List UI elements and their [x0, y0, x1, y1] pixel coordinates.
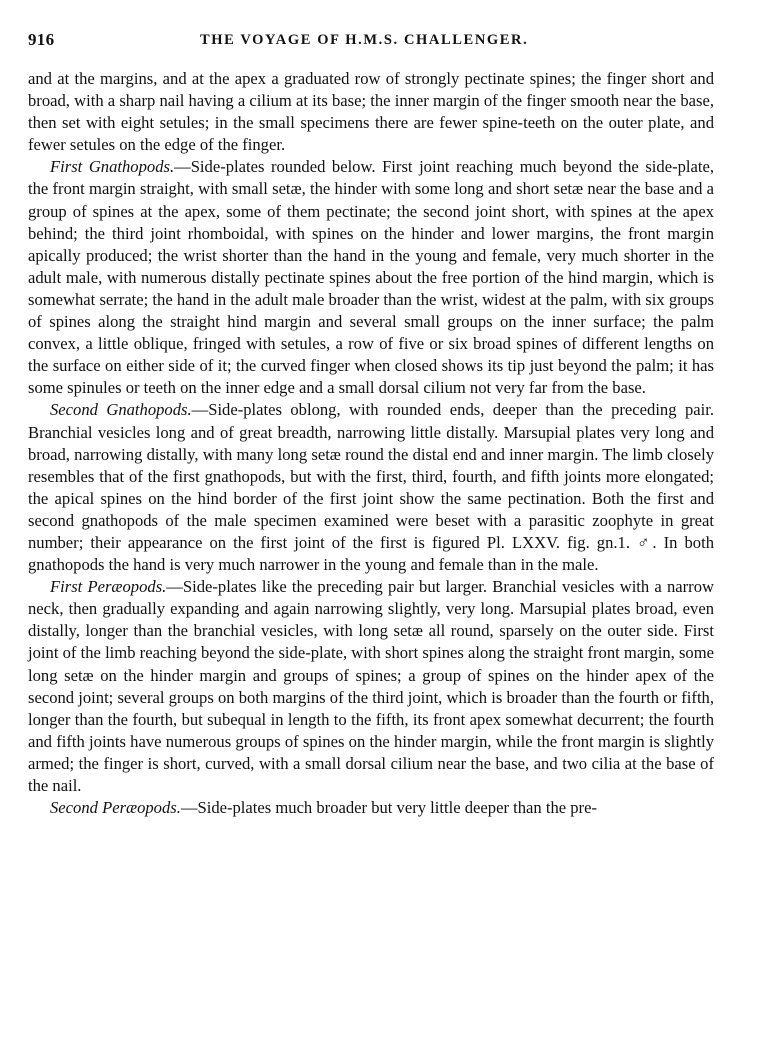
paragraph-text: —Side-plates rounded below. First joint reaching much beyond the side-plate, the front margin straight, with small setæ, the hinder with some long and short setæ near the base and a group of spines at the apex, some of them pectinate; the second joint short, with spines at the apex behind; the third joint rhomboidal, with spines on the hinder and lower margins, the front margin apically produced; the wrist shorter than the hand in the young and female, very much shorter in the adult male, with numerous distally pectinate spines about the free portion of the hind margin, which is somewhat serrate; the hand in the adult male broader than the wrist, widest at the palm, with six groups of spines along the straight hind margin and several small groups on the inner surface; the palm convex, a little oblique, fringed with setules, a row of five or six broad spines of different lengths on the surface on either side of it; the curved finger when closed shows its tip just beyond the palm; it has some spinules or teeth on the inner edge and a small dorsal cilium not very far from the base. [28, 157, 715, 398]
paragraph-first-gnathopods [28, 156, 714, 399]
paragraph-second-gnathopods [28, 399, 714, 576]
section-heading: Second Gnathopods. [50, 400, 192, 420]
paragraph-second-peraeopods [28, 797, 714, 819]
section-heading: Second Peræopods. [50, 798, 181, 818]
paragraph-text: —Side-plates much broader but very little deeper than the pre- [180, 798, 597, 818]
running-title: THE VOYAGE OF H.M.S. CHALLENGER. [200, 32, 529, 48]
page-header [28, 30, 736, 54]
paragraph-continuation [28, 68, 714, 156]
section-heading: First Peræopods. [50, 577, 167, 597]
paragraph-text: and at the margins, and at the apex a graduated row of strongly pectinate spines; the finger short and broad, with a sharp nail having a cilium at its base; the inner margin of the finger smooth near the base, then set with eight setules; in the small specimens there are fewer spine-teeth on the outer plate, and fewer setules on the edge of the finger. [28, 69, 714, 155]
body-text [28, 68, 714, 819]
paragraph-text: —Side-plates like the preceding pair but larger. Branchial vesicles with a narrow neck, then gradually expanding and again narrowing slightly, very long. Marsupial plates broad, even distally, longer than the branchial vesicles, with long setæ all round, sparsely on the outer side. First joint of the limb reaching beyond the side-plate, with short spines along the straight front margin, some long setæ on the hinder margin and groups of spines; a group of spines on the hinder apex of the second joint; several groups on both margins of the third joint, which is broader than the fourth or fifth, longer than the fourth, but subequal in length to the fifth, its front apex somewhat decurrent; the fourth and fifth joints have numerous groups of spines on the hinder margin, while the front margin is slightly armed; the finger is short, curved, with a small dorsal cilium near the base, and two cilia at the base of the nail. [28, 577, 714, 795]
paragraph-text: —Side-plates oblong, with rounded ends, deeper than the preceding pair. Branchial vesicles long and of great breadth, narrowing little distally. Marsupial plates very long and broad, narrowing distally, with many long setæ round the distal end and inner margin. The limb closely resembles that of the first gnathopods, but with the first, third, fourth, and fifth joints more elongated; the apical spines on the hind border of the first joint show the same pectination. Both the first and second gnathopods of the male specimen examined were beset with a parasitic zoophyte in great number; their appearance on the first joint of the first is figured Pl. LXXV. fig. gn.1. ♂. In both gnathopods the hand is very much narrower in the young and female than in the male. [28, 400, 714, 575]
section-heading: First Gnathopods. [50, 157, 175, 177]
page-number: 916 [28, 30, 55, 49]
paragraph-first-peraeopods [28, 576, 714, 797]
